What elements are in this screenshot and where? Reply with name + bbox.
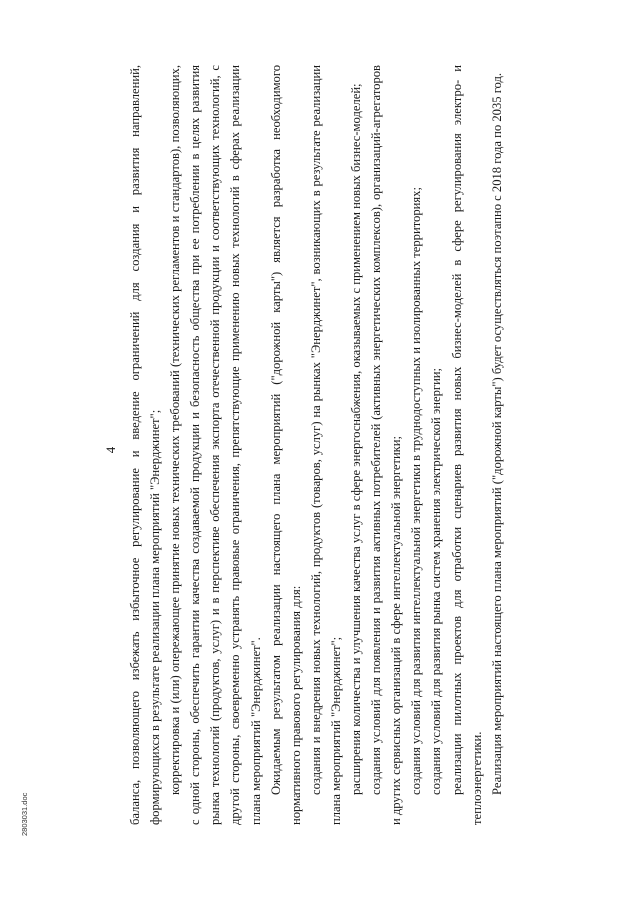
body-text [125,65,507,825]
paragraph-implementation-timeline: Реализация мероприятий настоящего плана мероприятий ("дорожной карты") будет осуществляться поэтапно с 2018 года по 2035 год. [489,72,504,795]
list-item-energy-storage: создания условий для развития рынка систем хранения электрической энергии; [429,367,444,795]
page-number: 4 [103,446,118,454]
list-item-pilot-projects: реализации пилотных проектов для отработки сценариев развития новых бизнес-моделей в сфере регулирования электро- и теплоэнергетики. [449,65,484,825]
paragraph-expected-result: Ожидаемым результатом реализации настоящего плана мероприятий ("дорожной карты") является разработка необходимого нормативного правового регулирования для: [268,65,303,825]
paragraph-technical-requirements: корректировка и (или) опережающее принятие новых технических требований (технических регламентов и стандартов), позволяющих, с одной стороны, обеспечить гарантии качества создаваемой продукции и безопасность общества при ее потреблении в целях развития рынка технологий (продуктов, услуг) и в перспективе обеспечения экспорта отечественной продукции и соответствующих технологий, с другой стороны, своевременно устранять правовые ограничения, препятствующие применению новых технологий в сферах реализации плана мероприятий "Энерджинет". [168,65,263,825]
paragraph-balance: баланса, позволяющего избежать избыточное регулирование и введение ограничений для создания и развития направлений, формирующихся в результате реализации плана мероприятий "Энерджинет"; [128,65,163,825]
document-file-code: 2803031.doc [20,792,29,836]
list-item-new-technologies: создания и внедрения новых технологий, продуктов (товаров, услуг) на рынках "Энерджинет", возникающих в результате реализации плана мероприятий "Энерджинет"; [308,65,343,825]
list-item-energy-services: расширения количества и улучшения качества услуг в сфере энергоснабжения, оказываемых с применением новых бизнес-моделей; [349,83,364,795]
list-item-remote-territories: создания условий для развития интеллектуальной энергетики в труднодоступных и изолированных территориях; [409,187,424,795]
list-item-active-consumers: создания условий для появления и развития активных потребителей (активных энергетических комплексов), организаций-агрегаторов и других сервисных организаций в сфере интеллектуальной энергетики; [369,65,404,825]
rotated-page-content [95,45,525,855]
